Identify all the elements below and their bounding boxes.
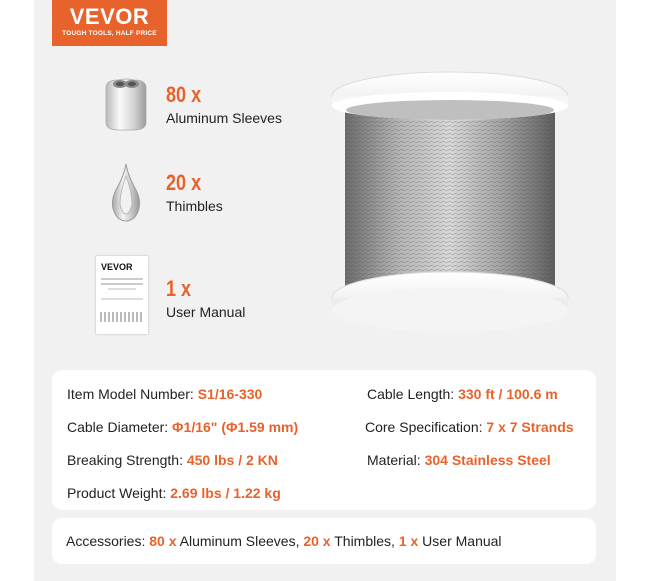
- manual-quantity: 1 x: [166, 276, 192, 301]
- specifications-panel: [52, 370, 596, 510]
- manual-icon: [96, 256, 148, 334]
- spec-strength: [67, 452, 278, 468]
- accessories-qty-sleeves: 80 x: [149, 533, 177, 549]
- cable-spool-image: [325, 68, 575, 338]
- accessories-qty-manual: 1 x: [398, 533, 419, 549]
- sleeves-label: Aluminum Sleeves: [166, 110, 282, 126]
- thimbles-quantity: 20 x: [166, 170, 202, 195]
- manual-label: User Manual: [166, 304, 246, 320]
- logo-brand: VEVOR: [69, 4, 150, 29]
- spec-model-value: S1/16-330: [197, 386, 263, 402]
- spec-model-label: Item Model Number:: [67, 386, 194, 402]
- spec-core-label: Core Specification:: [365, 419, 483, 435]
- spec-diameter-label: Cable Diameter:: [67, 419, 169, 435]
- spec-core-value: 7 x 7 Strands: [486, 419, 574, 435]
- vevor-logo: [52, 0, 167, 46]
- spec-weight-value: 2.69 lbs / 1.22 kg: [170, 485, 281, 501]
- spec-material-value: 304 Stainless Steel: [424, 452, 551, 468]
- accessories-summary: [66, 533, 502, 549]
- spec-length-value: 330 ft / 100.6 m: [458, 386, 558, 402]
- accessories-qty-thimbles: 20 x: [303, 533, 331, 549]
- sleeves-quantity: 80 x: [166, 82, 202, 107]
- logo-tagline: TOUGH TOOLS, HALF PRICE: [62, 30, 157, 37]
- accessories-text-manual: User Manual: [422, 533, 502, 549]
- spec-length-label: Cable Length:: [367, 386, 455, 402]
- thimbles-label: Thimbles: [166, 198, 223, 214]
- accessories-label: Accessories:: [66, 533, 146, 549]
- spec-model: [67, 386, 262, 402]
- manual-brand: VEVOR: [101, 262, 133, 272]
- accessory-item-sleeves: [96, 74, 326, 154]
- accessory-item-manual: [96, 256, 326, 336]
- accessory-item-thimbles: [96, 162, 326, 242]
- spec-diameter: [67, 419, 298, 435]
- spec-diameter-value: Φ1/16" (Φ1.59 mm): [172, 419, 299, 435]
- spec-weight-label: Product Weight:: [67, 485, 167, 501]
- spec-material: [367, 452, 551, 468]
- accessories-text-sleeves: Aluminum Sleeves,: [179, 533, 300, 549]
- spec-material-label: Material:: [367, 452, 421, 468]
- spec-core: [365, 419, 574, 435]
- thimble-icon: [96, 162, 156, 226]
- accessories-text-thimbles: Thimbles,: [334, 533, 395, 549]
- spec-strength-value: 450 lbs / 2 KN: [186, 452, 278, 468]
- accessories-panel: [52, 518, 596, 564]
- spec-strength-label: Breaking Strength:: [67, 452, 183, 468]
- spec-length: [367, 386, 558, 402]
- aluminum-sleeve-icon: [96, 74, 156, 138]
- spec-weight: [67, 485, 281, 501]
